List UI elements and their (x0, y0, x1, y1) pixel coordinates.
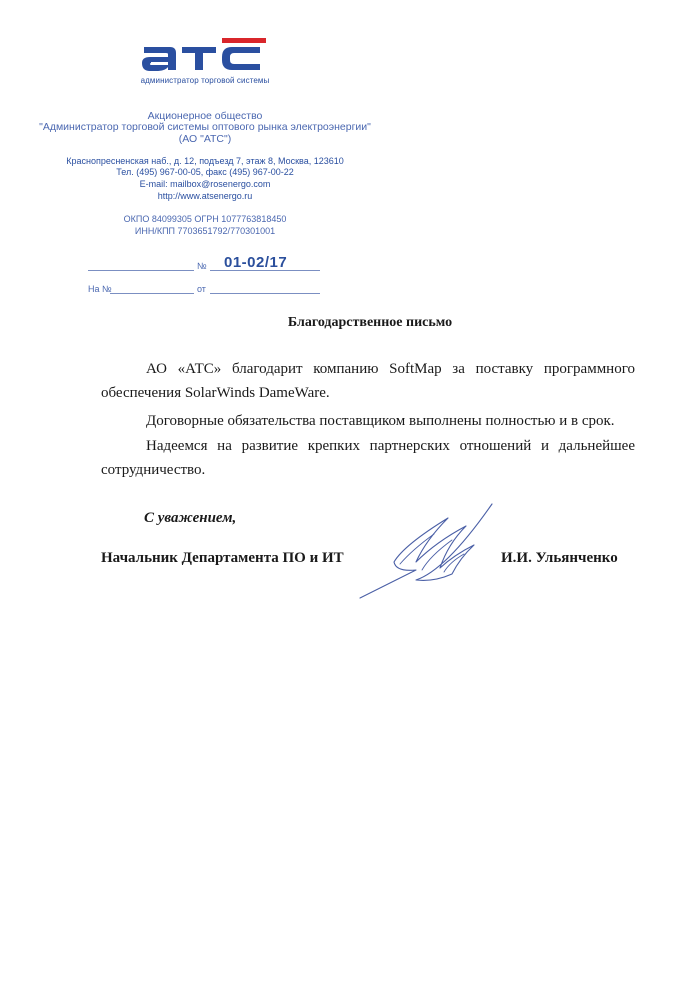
handwritten-signature (356, 500, 496, 605)
letter-title: Благодарственное письмо (287, 315, 453, 330)
website: http://www.atsenergo.ru (157, 191, 253, 201)
document-number: 01-02/17 (224, 254, 288, 271)
signer-name: И.И. Ульянченко (501, 550, 618, 566)
reply-to-label: На № (88, 284, 112, 294)
phone-fax: Тел. (495) 967-00-05, факс (495) 967-00-22 (116, 167, 294, 177)
date-line (88, 270, 194, 271)
org-type: Акционерное общество (147, 110, 263, 122)
from-label: от (197, 284, 206, 294)
logo-caption: администратор торговой системы (140, 76, 270, 85)
org-name: "Администратор торговой системы оптового рынка электроэнергии" (39, 121, 371, 133)
org-short-name: (АО "АТС") (178, 133, 232, 145)
reply-date-line (210, 293, 320, 294)
ats-logo (140, 38, 266, 72)
reply-number-line (110, 293, 194, 294)
inn-kpp: ИНН/КПП 7703651792/770301001 (134, 226, 276, 236)
paragraph-3: Надеемся на развитие крепких партнерских отношений и дальнейшее сотрудничество. (101, 438, 635, 478)
signer-position: Начальник Департамента ПО и ИТ (101, 550, 344, 566)
paragraph-2: Договорные обязательства поставщиком выполнены полностью и в срок. (146, 413, 615, 429)
okpo-ogrn: ОКПО 84099305 ОГРН 1077763818450 (123, 214, 287, 224)
paragraph-1: АО «АТС» благодарит компанию SoftMap за поставку программного обеспечения SolarWinds DameWare. (101, 361, 635, 401)
number-sign: № (197, 261, 207, 271)
address: Краснопресненская наб., д. 12, подъезд 7, этаж 8, Москва, 123610 (66, 156, 344, 166)
closing-phrase: С уважением, (144, 510, 237, 526)
email: E-mail: mailbox@rosenergo.com (139, 179, 271, 189)
